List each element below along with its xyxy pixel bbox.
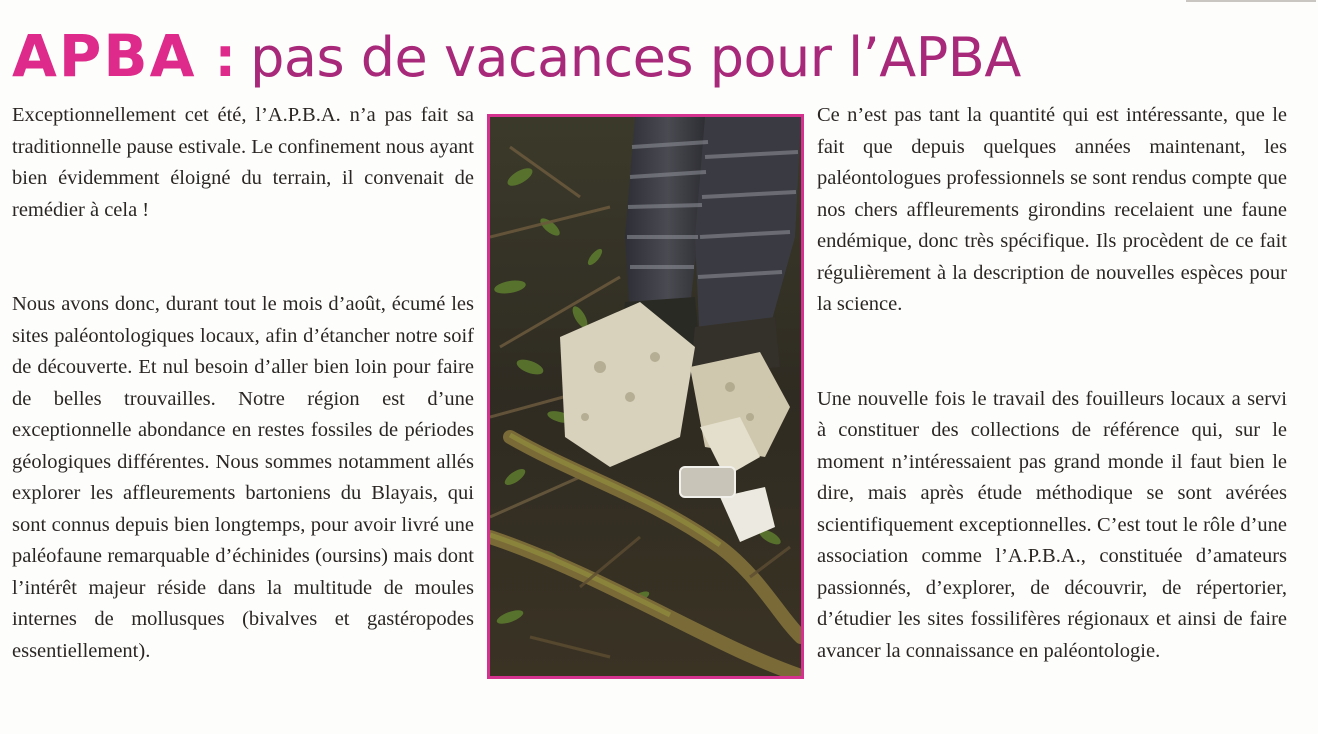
left-paragraph-1: Exceptionnellement cet été, l’A.P.B.A. n’a pas fait sa traditionnelle pause estivale. Le confinement nous ayant bien évidemment éloigné du terrain, il convenait de remédier à cela ! bbox=[12, 104, 474, 221]
left-paragraph-2: Nous avons donc, durant tout le mois d’août, écumé les sites paléontologiques locaux, afin d’étancher notre soif de découverte. Et nul besoin d’aller bien loin pour faire de belles trouvailles. Notre région est d’une exceptionnelle abondance en restes fossiles de périodes géologiques différentes. Nous sommes notamment allés explorer les affleurements bartoniens du Blayais, qui sont connus depuis bien longtemps, pour avoir livré une paléofaune remarquable d’échinides (oursins) mais dont l’intérêt majeur réside dans la multitude de moules internes de mollusques (bivalves et gastéropodes essentiellement). bbox=[12, 293, 474, 662]
paragraph-gap bbox=[817, 321, 1287, 384]
headline-separator: : bbox=[214, 26, 237, 89]
right-paragraph-2: Une nouvelle fois le travail des fouilleurs locaux a servi à constituer des collections de référence qui, sur le moment n’intéressaient pas grand monde il faut bien le dire, mais après étude méthodique se sont avérées scientifiquement exceptionnelles. C’est tout le rôle d’une association comme l’A.P.B.A., constituée d’amateurs passionnés, d’explorer, de découvrir, de répertorier, d’étudier les sites fossilifères régionaux et ainsi de faire avancer la connaissance en paléontologie. bbox=[817, 387, 1287, 662]
fossil-dig-photo bbox=[487, 114, 804, 679]
right-paragraph-1: Ce n’est pas tant la quantité qui est intéressante, que le fait que depuis quelques années maintenant, les paléontologues professionnels se sont rendus compte que nos chers affleurements girondins recelaient une faune endémique, donc très spécifique. Ils procèdent de ce fait régulièrement à la description de nouvelles espèces pour la science. bbox=[817, 104, 1287, 315]
right-column bbox=[817, 100, 1287, 667]
paragraph-gap bbox=[12, 226, 474, 289]
headline bbox=[12, 18, 1021, 94]
left-column bbox=[12, 100, 474, 667]
headline-brand: APBA bbox=[12, 22, 197, 90]
photo-illustration bbox=[490, 117, 801, 676]
top-rule bbox=[1186, 0, 1316, 2]
headline-title: pas de vacances pour l’APBA bbox=[250, 26, 1021, 89]
